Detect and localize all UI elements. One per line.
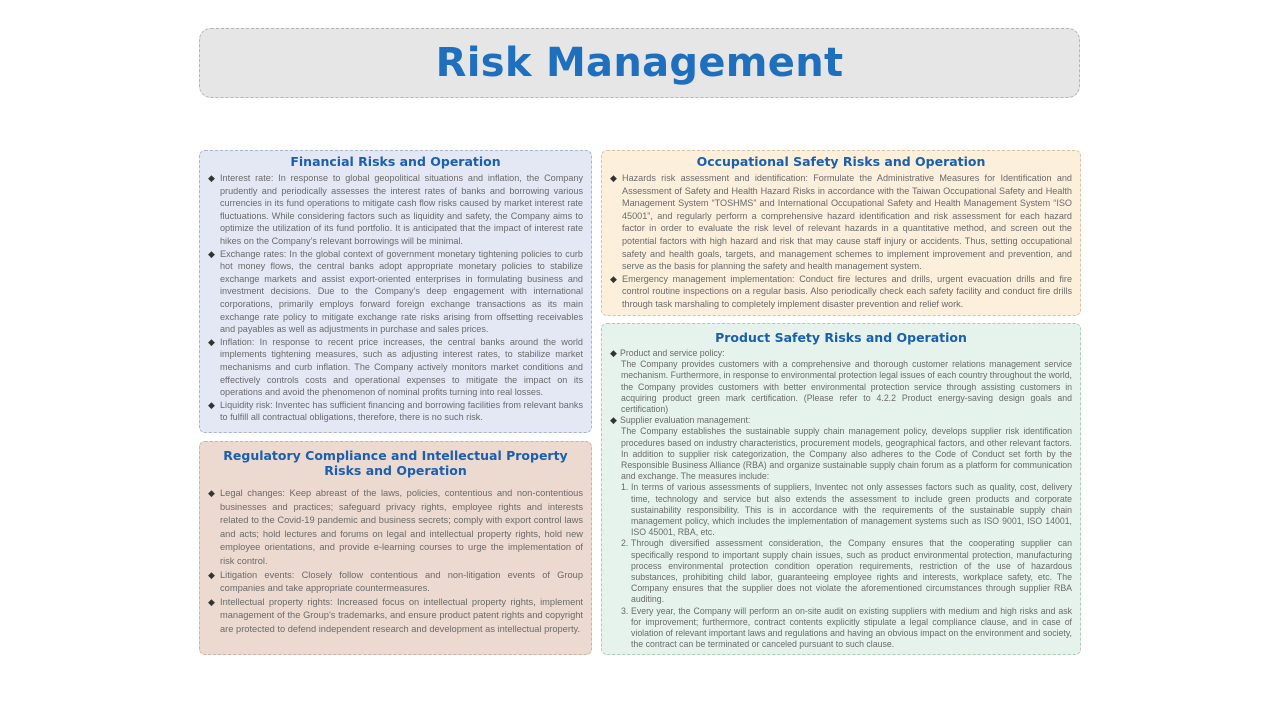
list-item: [208, 487, 583, 569]
item-text: Exchange rates: In the global context of government monetary tightening policies to curb hot money flows, the central banks adopt appropriate monetary policies to stabilize exchange markets and assist export-oriented enterprises in formulating business and investment decisions. Due to the Company’s deep engagement with international corporations, primarily employs forward foreign exchange transactions as its main exchange rate policy to mitigate exchange rate risks arising from offsetting receivables and payables as well as adjustments in purchase and sales prices.: [220, 248, 583, 335]
item-text: Interest rate: In response to global geopolitical situations and inflation, the Company prudently and periodically assesses the interest rates of banks and borrowing various currencies in its fund operations to mitigate cash flow risks caused by market interest rate fluctuations. While considering factors such as liquidity and safety, the Company aims to optimize the utilization of its fund portfolio. It is anticipated that the impact of interest rate hikes on the Company’s relevant borrowings will be minimal.: [220, 173, 583, 246]
page-title: Risk Management: [435, 40, 844, 86]
item-text: Supplier evaluation management:: [620, 415, 751, 426]
item-text: Emergency management implementation: Conduct fire lectures and drills, urgent evacuation drills and fire control routine inspections on a regular basis. Also periodically check each safety facility and conduct fire drills through task marshaling to completely implement disaster prevention and relief work.: [622, 273, 1072, 309]
diamond-icon: ◆: [208, 336, 215, 347]
diamond-icon: ◆: [208, 569, 215, 580]
diamond-icon: ◆: [610, 415, 617, 426]
item-text: Every year, the Company will perform an on-site audit on existing suppliers with medium and high risks and ask for improvement; furthermore, contract contents explicitly stipulate a legal compliance clause, and in case of violation of relevant important laws and regulations and having an obvious impact on the environment and society, the contract can be terminated or canceled pursuant to such clause.: [631, 605, 1072, 650]
list-item: [208, 596, 583, 637]
list-item: [208, 248, 583, 336]
item-text: Product and service policy:: [620, 348, 725, 358]
service-policy-title: [610, 348, 1072, 359]
item-text: Legal changes: Keep abreast of the laws, policies, contentious and non-contentious businesses and practices; safeguard privacy rights, employee rights and interests related to the Covid-19 pandemic and business secrets; comply with export control laws and acts; hold lectures and forums on legal and intellectual property rights, hold new employee orientations, and provide e-learning courses to urge the implementation of risk control.: [220, 488, 583, 566]
diamond-icon: ◆: [610, 273, 617, 284]
regulatory-heading: Regulatory Compliance and Intellectual Property Risks and Operation: [223, 448, 568, 478]
list-item: [208, 399, 583, 424]
list-item: [208, 336, 583, 399]
list-item: [610, 273, 1072, 311]
list-item: [208, 569, 583, 596]
item-text: Intellectual property rights: Increased focus on intellectual property rights, implement management of the Group’s trademarks, and ensure product patent rights and copyright are protected to defend independent research and development as intellectual property.: [220, 596, 583, 634]
occupational-risks-panel: [601, 150, 1081, 316]
product-heading: Product Safety Risks and Operation: [715, 330, 967, 345]
financial-risks-panel: [199, 150, 592, 433]
diamond-icon: ◆: [208, 596, 215, 607]
occupational-heading: Occupational Safety Risks and Operation: [696, 154, 986, 169]
diamond-icon: ◆: [610, 348, 617, 358]
item-text: Inflation: In response to recent price increases, the central banks around the world implements tightening measures, such as adjusting interest rates, to stabilize market mechanisms and curb inflation. The Company actively monitors market conditions and effectively controls costs and operational expenses to mitigate the impact on its operations and avoid the phenomenon of nominal profits turning into real losses.: [220, 336, 583, 398]
regulatory-risks-panel: [199, 441, 592, 655]
diamond-icon: ◆: [208, 488, 215, 498]
diamond-icon: ◆: [610, 173, 617, 183]
item-text: Litigation events: Closely follow contentious and non-litigation events of Group companies and take appropriate countermeasures.: [220, 569, 583, 594]
diamond-icon: ◆: [208, 399, 215, 410]
item-text: Hazards risk assessment and identification: Formulate the Administrative Measures for Identification and Assessment of Safety and Health Hazard Risks in accordance with the Taiwan Occupational Safety and Health Management System “TOSHMS” and International Occupational Safety and Health Management System “ISO 45001”, and regularly perform a comprehensive hazard identification and risk assessment for each hazard factor in order to evaluate the risk level of relevant hazards in a quantitative method, and screen out the potential factors with high hazard and risk that may cause staff injury or accidents. Thus, setting occupational safety and health goals, targets, and management schemes to implement improvement and prevention, and serve as the basis for planning the safety and health management system.: [622, 173, 1072, 272]
item-text: Through diversified assessment consideration, the Company ensures that the cooperating supplier can specifically respond to important supply chain issues, such as product environmental protection, manufacturing process environmental protection condition operation requirements, restriction of the use of hazardous substances, prohibiting child labor, guaranteeing employee rights and interests, workplace safety, etc. The Company ensures that the supplier does not violate the aforementioned circumstances through supplier RBA auditing.: [631, 538, 1072, 605]
supplier-evaluation-title: [610, 415, 1072, 426]
list-item: [621, 482, 1072, 538]
supplier-evaluation-text: The Company establishes the sustainable supply chain management policy, develops supplier risk identification procedures based on industry characteristics, procurement models, geographical factors, and other relevant factors. In addition to supplier risk categorization, the Company also adheres to the Code of Conduct set forth by the Responsible Business Alliance (RBA) and organize sustainable supply chain forum as a platform for communication and exchange. The measures include:: [621, 426, 1072, 482]
list-item: [621, 538, 1072, 605]
list-item: [610, 172, 1072, 273]
occupational-list: [610, 172, 1072, 311]
item-number: 2.: [621, 538, 629, 549]
list-item: [208, 172, 583, 248]
item-number: 3.: [621, 605, 629, 616]
list-item: [621, 606, 1072, 651]
item-text: Liquidity risk: Inventec has sufficient financing and borrowing facilities from relevant banks to fulfill all contractual obligations, therefore, there is no such risk.: [220, 399, 583, 423]
diamond-icon: ◆: [208, 248, 215, 259]
service-policy-text: The Company provides customers with a comprehensive and thorough customer relations management service mechanism. Furthermore, in response to environmental protection legal issues of each country throughout the world, the Company provides customers with better environmental protection service through assisting customers in acquiring product green mark certification. (Please refer to 4.2.2 Product energy-saving design goals and certification): [621, 359, 1072, 415]
financial-heading: Financial Risks and Operation: [290, 154, 501, 169]
item-number: 1.: [621, 482, 629, 493]
product-risks-panel: [601, 323, 1081, 655]
regulatory-list: [208, 487, 583, 637]
measures-list: [610, 482, 1072, 650]
financial-list: [208, 172, 583, 424]
item-text: In terms of various assessments of suppliers, Inventec not only assesses factors such as quality, cost, delivery time, technology and service but also extends the assessment to include green products and corporate sustainability responsibility. This is in accordance with the requirements of the sustainable supply chain management policy, which includes the implementation of management systems such as ISO 9001, ISO 14001, ISO 45001, RBA, etc.: [631, 482, 1072, 538]
product-content: [610, 348, 1072, 650]
diamond-icon: ◆: [208, 173, 215, 183]
title-banner: [199, 28, 1080, 98]
